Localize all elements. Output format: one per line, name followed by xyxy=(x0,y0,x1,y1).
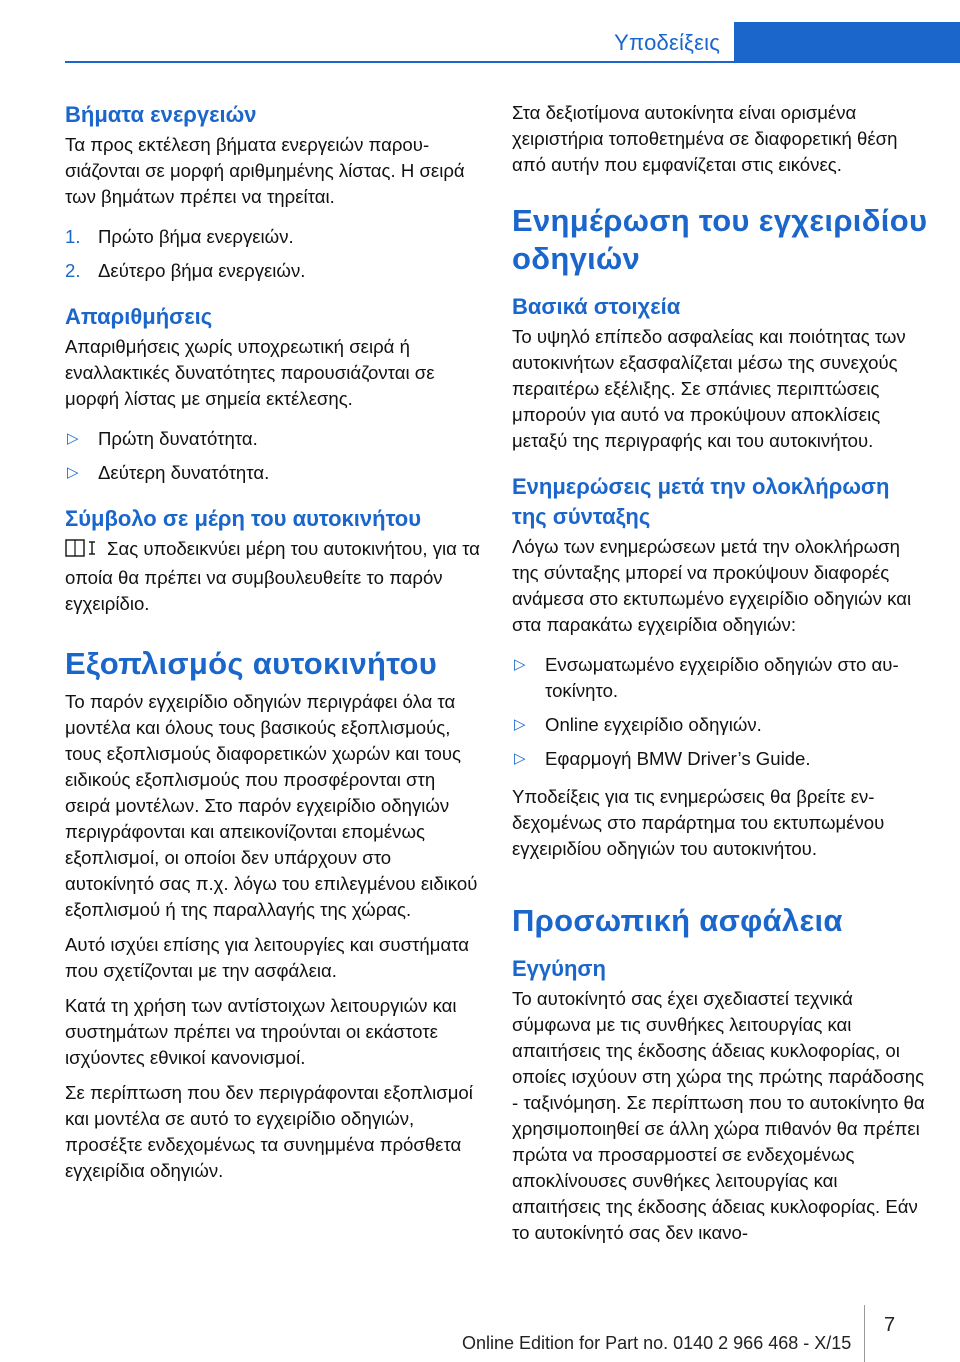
footer-edition: Online Edition for Part no. 0140 2 966 468 - X/15 xyxy=(462,1333,852,1353)
list-item-text: Δεύτερο βήμα ενεργειών. xyxy=(98,260,306,281)
section-title: Υποδείξεις xyxy=(614,30,720,55)
paragraph: Τα προς εκτέλεση βήματα ενεργειών παρουσιάζονται σε μορφή αριθμημένης λίστας. Η σειρά των βημάτων πρέπει να τηρείται. xyxy=(65,134,465,207)
list-item xyxy=(65,460,480,486)
heading-personal-safety: Προσωπική ασφάλεια xyxy=(512,903,843,938)
right-column xyxy=(512,100,930,1246)
list-number: 2. xyxy=(65,260,81,281)
list-item xyxy=(512,746,930,772)
list-item xyxy=(65,224,480,250)
triangle-bullet-icon: ▷ xyxy=(67,464,79,481)
bullet-list xyxy=(512,652,930,772)
book-icon xyxy=(65,538,99,565)
list-item xyxy=(65,258,480,284)
paragraph-text: Σας υποδεικνύει μέρη του αυτοκινήτου, για τα οποία θα πρέπει να συμβουλευθείτε το παρόν εγχειρίδιο. xyxy=(65,538,480,614)
header-accent-block xyxy=(734,22,960,62)
paragraph: Το αυτοκίνητό σας έχει σχεδιαστεί τεχνικά σύμφωνα με τις συνθήκες λειτουργίας και απαιτήσεις της έκδοσης άδειας κυκλοφορίας, οι οποίες ισχύουν στη χώρα της πρώτης παράδοσης - ταξινόμηση. Σε περίπτωση που το αυτοκίνητο θα χρησιμοποιηθεί σε άλλη χώρα πιθανόν θα πρέπει πρώτα να προσαρμοστεί σε ενδεχομένως αποκλίνουσες συνθήκες λειτουργίας και απαιτήσεις της έκδοσης άδειας κυκλοφορίας. Εάν το αυτοκίνητό σας δεν ικανο- xyxy=(512,988,925,1243)
heading-vehicle-equipment: Εξοπλισμός αυτοκινήτου xyxy=(65,646,438,681)
list-item-text: Online εγχειρίδιο οδηγιών. xyxy=(545,714,762,735)
numbered-list xyxy=(65,224,480,284)
heading-vehicle-symbol: Σύμβολο σε μέρη του αυτοκινήτου xyxy=(65,506,422,531)
bullet-list xyxy=(65,426,480,486)
triangle-bullet-icon: ▷ xyxy=(514,750,526,767)
heading-manual-update: Ενημέρωση του εγχειριδίου οδηγιών xyxy=(512,203,928,276)
paragraph: Στα δεξιοτίμονα αυτοκίνητα είναι ορισμένα χειριστήρια τοποθετημένα σε διαφορετική θέση από αυτήν που εμφανίζεται στις εικόνες. xyxy=(512,102,898,175)
list-item-text: Δεύτερη δυνατότητα. xyxy=(98,462,270,483)
paragraph: Απαριθμήσεις χωρίς υποχρεωτική σειρά ή εναλλακτικές δυνατότητες παρουσιάζονται σε μορφή λίστας με σημεία εκτέλεσης. xyxy=(65,336,435,409)
paragraph: Το υψηλό επίπεδο ασφαλείας και ποιότητας των αυτοκινήτων εξασφαλίζεται μέσω της συνεχούς περαιτέρω εξέλιξης. Σε σπάνιες περιπτώσεις μπορούν για αυτό να προκύψουν αποκλίσεις μεταξύ της περιγραφής και του αυτοκινήτου. xyxy=(512,326,906,451)
list-item-text: Ενσωματωμένο εγχειρίδιο οδηγιών στο αυτοκίνητο. xyxy=(545,654,899,701)
paragraph: Κατά τη χρήση των αντίστοιχων λειτουργιών και συστημάτων πρέπει να τηρούνται οι εκάστοτε ισχύοντες εθνικοί κανονισμοί. xyxy=(65,995,457,1068)
heading-warranty: Εγγύηση xyxy=(512,956,606,981)
list-item-text: Πρώτη δυνατότητα. xyxy=(98,428,258,449)
paragraph xyxy=(65,536,480,617)
list-number: 1. xyxy=(65,226,81,247)
triangle-bullet-icon: ▷ xyxy=(67,430,79,447)
heading-basics: Βασικά στοιχεία xyxy=(512,294,681,319)
heading-post-editing-updates: Ενημερώσεις μετά την ολοκλήρωση της σύνταξης xyxy=(512,474,890,529)
list-item-text: Πρώτο βήμα ενεργειών. xyxy=(98,226,294,247)
paragraph: Αυτό ισχύει επίσης για λειτουργίες και συστήματα που σχετίζονται με την ασφάλεια. xyxy=(65,934,470,981)
heading-action-steps: Βήματα ενεργειών xyxy=(65,102,257,127)
paragraph: Το παρόν εγχειρίδιο οδηγιών περιγράφει όλα τα μοντέλα και όλους τους βασικούς εξοπλισμούς, τους εξοπλισμούς διαφορετικών χωρών και τους ειδικούς εξοπλισμούς που προσφέρονται στη σειρά μοντέλων. Στο παρόν εγχειρίδιο οδηγιών περιγράφονται και απεικονίζονται επομένως εξοπλισμοί, οι οποίοι δεν υπάρχουν στο αυτοκίνητό σας π.χ. λόγω του επιλεγμένου ειδικού εξοπλισμού ή της παραλλαγής της χώρας. xyxy=(65,691,478,920)
heading-enumerations: Απαριθμήσεις xyxy=(65,304,213,329)
triangle-bullet-icon: ▷ xyxy=(514,656,526,673)
paragraph: Σε περίπτωση που δεν περιγράφονται εξοπλισμοί και μοντέλα σε αυτό το εγχειρίδιο οδηγιών, προσέξτε ενδεχομένως τα συνημμένα πρόσθετα εγχειρίδια οδηγιών. xyxy=(65,1082,473,1181)
list-item-text: Εφαρμογή BMW Driver’s Guide. xyxy=(545,748,811,769)
paragraph: Υποδείξεις για τις ενημερώσεις θα βρείτε ενδεχομένως στο παράρτημα του εκτυπωμένου εγχειριδίου οδηγιών του αυτοκινήτου. xyxy=(512,786,885,859)
paragraph: Λόγω των ενημερώσεων μετά την ολοκλήρωση της σύνταξης μπορεί να προκύψουν διαφορές ανάμεσα στο εκτυπωμένο εγχειρίδιο οδηγιών και στα παρακάτω εγχειρίδια οδηγιών: xyxy=(512,536,912,635)
triangle-bullet-icon: ▷ xyxy=(514,716,526,733)
left-column xyxy=(65,100,480,1184)
page-number: 7 xyxy=(884,1314,896,1336)
list-item xyxy=(512,652,930,704)
list-item xyxy=(512,712,930,738)
list-item xyxy=(65,426,480,452)
page-number-divider xyxy=(864,1305,865,1362)
